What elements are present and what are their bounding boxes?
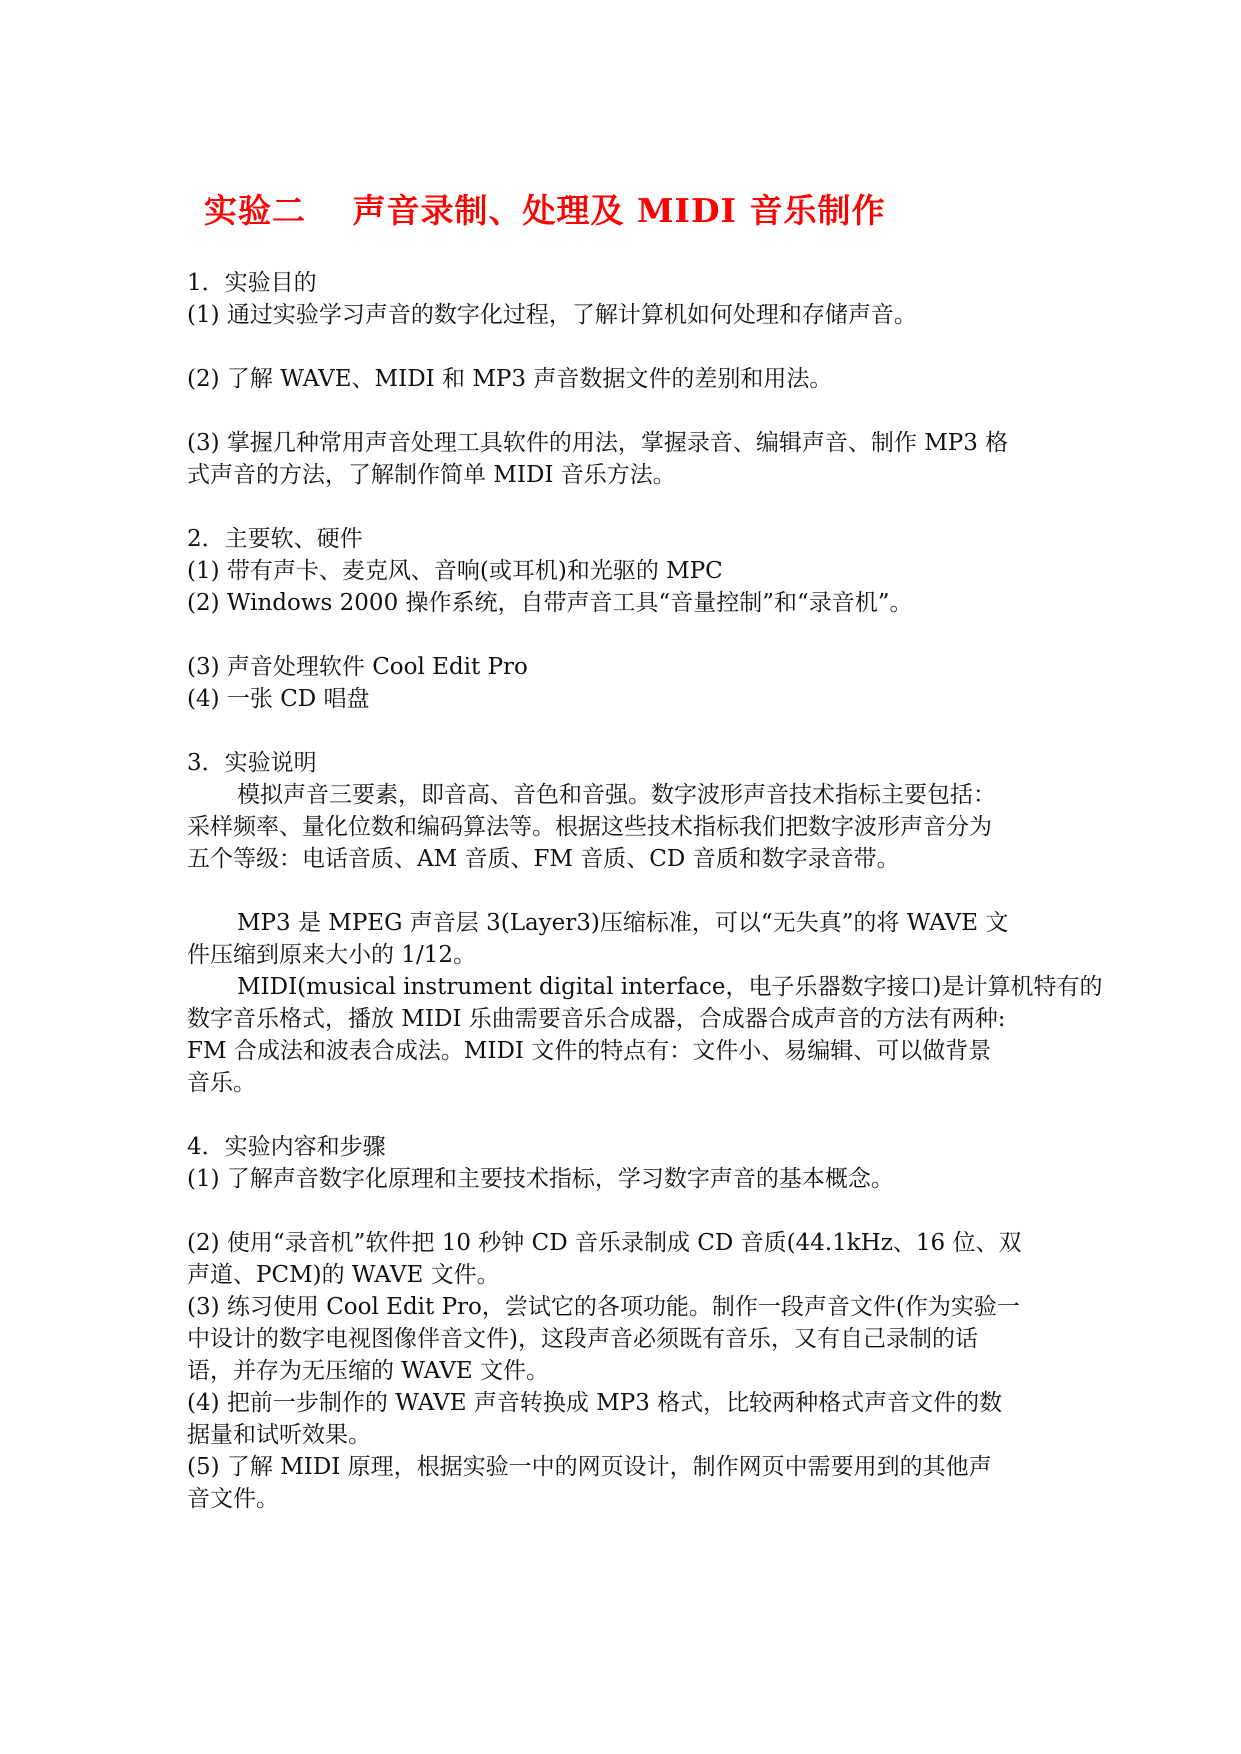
blank-line [187,875,1057,907]
objective-item-1: (1) 通过实验学习声音的数字化过程，了解计算机如何处理和存储声音。 [187,302,917,328]
step-item-5-line-1: (5) 了解 MIDI 原理，根据实验一中的网页设计，制作网页中需要用到的其他声 [187,1454,992,1480]
blank-line [187,395,1057,427]
hardware-item-4: (4) 一张 CD 唱盘 [187,686,370,712]
section-heading-objectives: 1．实验目的 [187,270,317,296]
objective-item-3-line-2: 式声音的方法，了解制作简单 MIDI 音乐方法。 [187,462,676,488]
description-paragraph-3-line-2: 数字音乐格式，播放 MIDI 乐曲需要音乐合成器，合成器合成声音的方法有两种: [187,1006,1006,1032]
step-item-5-line-2: 音文件。 [187,1486,279,1512]
description-paragraph-3-line-1: MIDI(musical instrument digital interface，电子乐器数字接口)是计算机特有的 [237,974,1103,1000]
blank-line [187,715,1057,747]
description-paragraph-3-line-4: 音乐。 [187,1070,256,1096]
description-paragraph-2-line-1: MP3 是 MPEG 声音层 3(Layer3)压缩标准，可以“无失真”的将 WAVE 文 [237,910,1009,936]
blank-line [187,619,1057,651]
step-item-2-line-2: 声道、PCM)的 WAVE 文件。 [187,1262,500,1288]
description-paragraph-1-line-2: 采样频率、量化位数和编码算法等。根据这些技术指标我们把数字波形声音分为 [187,814,992,840]
blank-line [187,491,1057,523]
blank-line [187,331,1057,363]
hardware-item-2: (2) Windows 2000 操作系统，自带声音工具“音量控制”和“录音机”。 [187,590,913,616]
step-item-3-line-2: 中设计的数字电视图像伴音文件)，这段声音必须既有音乐，又有自己录制的话 [187,1326,978,1352]
description-paragraph-1-line-1: 模拟声音三要素，即音高、音色和音强。数字波形声音技术指标主要包括： [237,782,996,808]
blank-line [187,1099,1057,1131]
section-heading-hardware-software: 2．主要软、硬件 [187,526,363,552]
step-item-3-line-3: 语，并存为无压缩的 WAVE 文件。 [187,1358,549,1384]
document-title: 实验二 声音录制、处理及 MIDI 音乐制作 [204,191,886,230]
description-paragraph-1-line-3: 五个等级：电话音质、AM 音质、FM 音质、CD 音质和数字录音带。 [187,846,900,872]
section-heading-steps: 4．实验内容和步骤 [187,1134,386,1160]
blank-line [187,1195,1057,1227]
description-paragraph-2-line-2: 件压缩到原来大小的 1/12。 [187,942,476,968]
step-item-4-line-1: (4) 把前一步制作的 WAVE 声音转换成 MP3 格式，比较两种格式声音文件的数 [187,1390,1003,1416]
objective-item-2: (2) 了解 WAVE、MIDI 和 MP3 声音数据文件的差别和用法。 [187,366,833,392]
hardware-item-1: (1) 带有声卡、麦克风、音响(或耳机)和光驱的 MPC [187,558,723,584]
step-item-4-line-2: 据量和试听效果。 [187,1422,371,1448]
objective-item-3-line-1: (3) 掌握几种常用声音处理工具软件的用法，掌握录音、编辑声音、制作 MP3 格 [187,430,1009,456]
hardware-item-3: (3) 声音处理软件 Cool Edit Pro [187,654,528,680]
step-item-3-line-1: (3) 练习使用 Cool Edit Pro，尝试它的各项功能。制作一段声音文件(作为实验一 [187,1294,1020,1320]
document-body [187,267,1103,1515]
step-item-2-line-1: (2) 使用“录音机”软件把 10 秒钟 CD 音乐录制成 CD 音质(44.1kHz、16 位、双 [187,1230,1022,1256]
description-paragraph-3-line-3: FM 合成法和波表合成法。MIDI 文件的特点有：文件小、易编辑、可以做背景 [187,1038,992,1064]
step-item-1: (1) 了解声音数字化原理和主要技术指标，学习数字声音的基本概念。 [187,1166,894,1192]
section-heading-description: 3．实验说明 [187,750,317,776]
